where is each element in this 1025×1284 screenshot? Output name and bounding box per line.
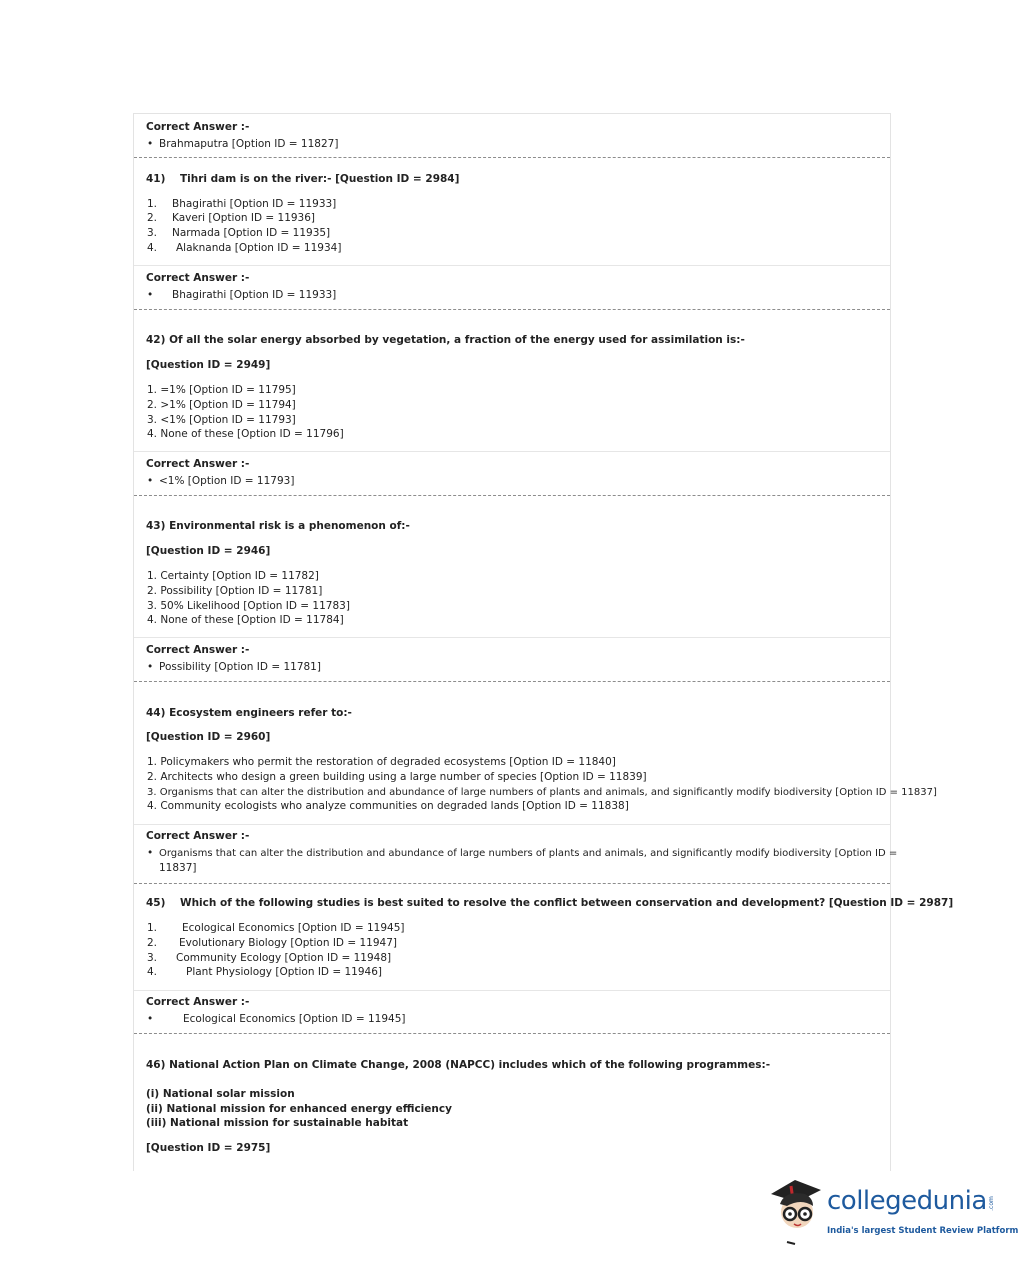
option-text: 4. None of these [Option ID = 11796] [147, 428, 344, 440]
option-text: Narmada [Option ID = 11935] [172, 227, 331, 239]
question-text: Which of the following studies is best suited to resolve the conflict between conservation and development? [Question ID = 2987] [180, 897, 954, 909]
option-number: 2. [147, 212, 158, 224]
divider [134, 824, 890, 825]
question-text: 46) National Action Plan on Climate Change, 2008 (NAPCC) includes which of the following programmes:- [146, 1059, 771, 1071]
answer-bullet: • [147, 475, 154, 487]
divider [134, 495, 890, 496]
option-text: 4. Community ecologists who analyze communities on degraded lands [Option ID = 11838] [147, 800, 629, 812]
divider [134, 637, 890, 638]
question-text: 44) Ecosystem engineers refer to:- [146, 707, 352, 719]
logo-domain: .com [987, 1196, 995, 1211]
divider [134, 265, 890, 266]
option-number: 4. [147, 242, 158, 254]
question-id: [Question ID = 2975] [146, 1142, 271, 1154]
answer-label: Correct Answer :- [146, 458, 250, 470]
option-number: 2. [147, 937, 158, 949]
option-text: 3. Organisms that can alter the distribution and abundance of large numbers of plants and animals, and significantly modify biodiversity [Option ID = 11837] [147, 787, 937, 798]
option-text: Kaveri [Option ID = 11936] [172, 212, 316, 224]
mascot-icon [765, 1176, 825, 1251]
option-number: 1. [147, 198, 158, 210]
question-text: 42) Of all the solar energy absorbed by vegetation, a fraction of the energy used for assimilation is:- [146, 334, 745, 346]
question-item: (ii) National mission for enhanced energy efficiency [146, 1103, 452, 1115]
option-text: Alaknanda [Option ID = 11934] [176, 242, 342, 254]
option-text: 4. None of these [Option ID = 11784] [147, 614, 344, 626]
option-text: 3. <1% [Option ID = 11793] [147, 414, 296, 426]
option-text: Evolutionary Biology [Option ID = 11947] [179, 937, 397, 949]
answer-bullet: • [147, 289, 154, 301]
answer-text: Brahmaputra [Option ID = 11827] [159, 138, 339, 150]
collegedunia-logo [765, 1176, 1019, 1251]
option-text: Community Ecology [Option ID = 11948] [176, 952, 392, 964]
logo-tagline: India's largest Student Review Platform [827, 1226, 1019, 1236]
answer-text: Organisms that can alter the distribution and abundance of large numbers of plants and animals, and significantly modify biodiversity [Option ID = [159, 848, 898, 859]
answer-bullet: • [147, 847, 154, 859]
question-item: (iii) National mission for sustainable habitat [146, 1117, 409, 1129]
option-number: 1. [147, 922, 158, 934]
question-text: 43) Environmental risk is a phenomenon of:- [146, 520, 410, 532]
question-id: [Question ID = 2949] [146, 359, 271, 371]
question-id: [Question ID = 2960] [146, 731, 271, 743]
answer-label: Correct Answer :- [146, 644, 250, 656]
answer-text: Bhagirathi [Option ID = 11933] [172, 289, 337, 301]
option-text: 1. Certainty [Option ID = 11782] [147, 570, 319, 582]
option-number: 4. [147, 966, 158, 978]
answer-bullet: • [147, 138, 154, 150]
divider [134, 309, 890, 310]
divider [134, 451, 890, 452]
question-paper-sheet [133, 113, 954, 1171]
question-id: [Question ID = 2946] [146, 545, 271, 557]
answer-label: Correct Answer :- [146, 272, 250, 284]
option-text: 2. >1% [Option ID = 11794] [147, 399, 296, 411]
option-text: Ecological Economics [Option ID = 11945] [182, 922, 405, 934]
question-item: (i) National solar mission [146, 1088, 295, 1100]
option-text: 1. Policymakers who permit the restoration of degraded ecosystems [Option ID = 11840] [147, 756, 616, 768]
answer-text: Possibility [Option ID = 11781] [159, 661, 321, 673]
question-number: 45) [146, 897, 166, 909]
divider [134, 157, 890, 158]
question-text: Tihri dam is on the river:- [Question ID = 2984] [180, 173, 460, 185]
answer-label: Correct Answer :- [146, 121, 250, 133]
divider [134, 681, 890, 682]
option-text: 2. Architects who design a green building using a large number of species [Option ID = 11839] [147, 771, 647, 783]
answer-label: Correct Answer :- [146, 996, 250, 1008]
answer-label: Correct Answer :- [146, 830, 250, 842]
answer-text: <1% [Option ID = 11793] [159, 475, 295, 487]
option-number: 3. [147, 952, 158, 964]
answer-bullet: • [147, 661, 154, 673]
logo-wordmark: collegedunia [827, 1186, 987, 1216]
option-text: Plant Physiology [Option ID = 11946] [186, 966, 382, 978]
answer-text: Ecological Economics [Option ID = 11945] [183, 1013, 406, 1025]
option-text: 2. Possibility [Option ID = 11781] [147, 585, 323, 597]
answer-bullet: • [147, 1013, 154, 1025]
divider [134, 990, 890, 991]
option-text: 3. 50% Likelihood [Option ID = 11783] [147, 600, 350, 612]
question-number: 41) [146, 173, 166, 185]
divider [134, 1033, 890, 1034]
answer-text-continued: 11837] [159, 862, 197, 874]
option-text: Bhagirathi [Option ID = 11933] [172, 198, 337, 210]
option-text: 1. =1% [Option ID = 11795] [147, 384, 296, 396]
option-number: 3. [147, 227, 158, 239]
divider [134, 883, 890, 884]
